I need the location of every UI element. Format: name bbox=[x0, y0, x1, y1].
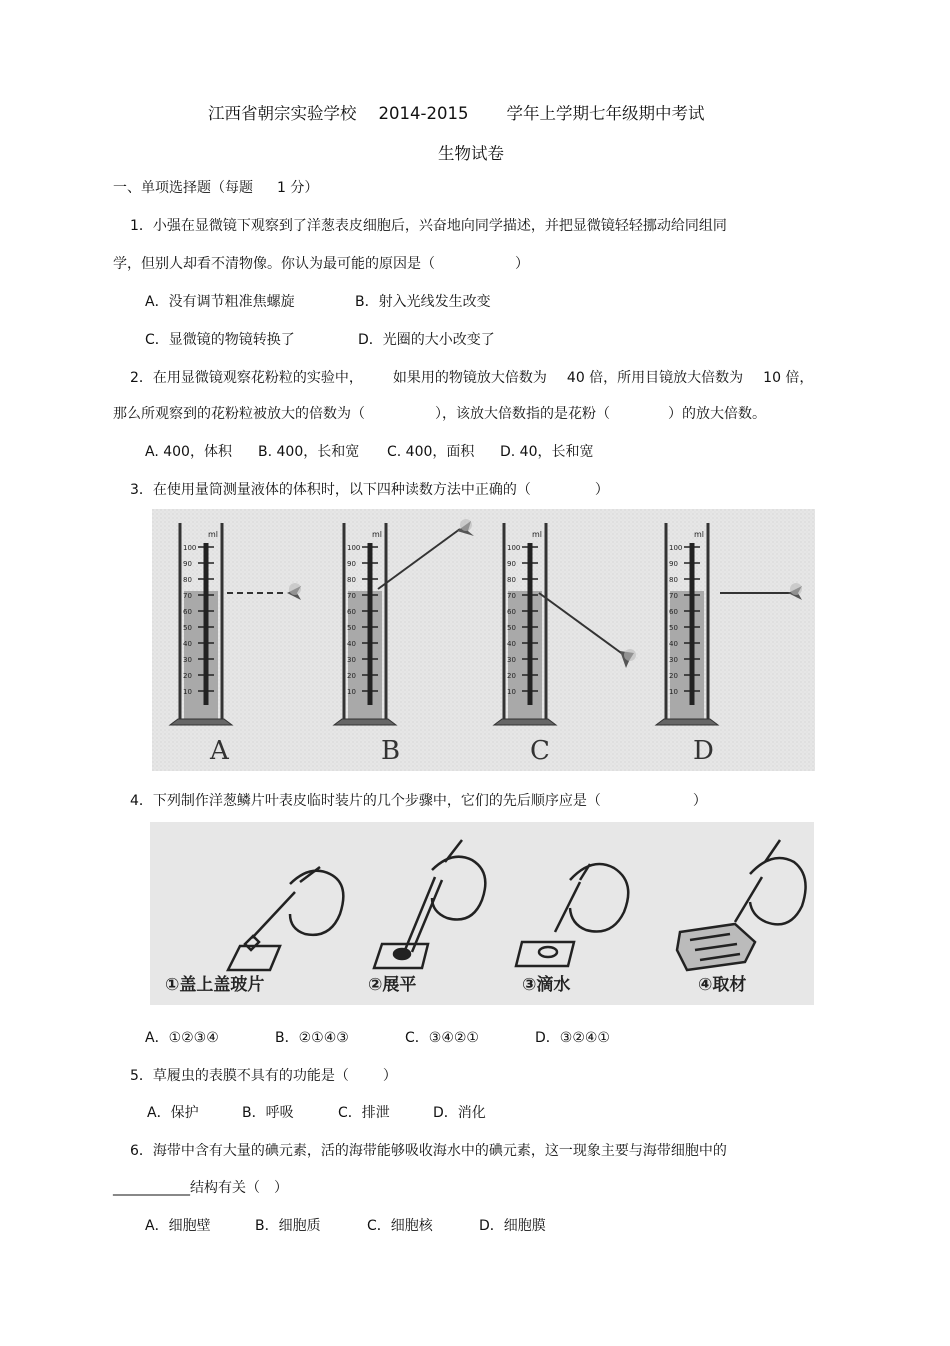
q6-option-c[interactable]: C．细胞核 bbox=[367, 1218, 433, 1234]
cylinder-base bbox=[656, 719, 718, 725]
q2-option-d[interactable]: D. 40，长和宽 bbox=[500, 444, 594, 460]
scale-tick-label: 30 bbox=[183, 656, 192, 664]
scale-tick-label: 40 bbox=[669, 640, 678, 648]
q5-option-b[interactable]: B．呼吸 bbox=[242, 1105, 294, 1121]
q5-option-c[interactable]: C．排泄 bbox=[338, 1105, 390, 1121]
unit-label: ml bbox=[372, 530, 383, 539]
q6-stem-line2 bbox=[113, 1177, 288, 1197]
exam-title bbox=[208, 100, 704, 124]
scale-tick-label: 100 bbox=[347, 544, 361, 552]
q3-stem bbox=[130, 479, 609, 499]
q4-option-c[interactable]: C．③④②① bbox=[405, 1030, 479, 1046]
q2-option-c[interactable]: C. 400，面积 bbox=[387, 444, 475, 460]
step3-label: ③滴水 bbox=[522, 975, 571, 995]
q6-stem-line1: 6．海带中含有大量的碘元素，活的海带能够吸收海水中的碘元素，这一现象主要与海带细胞中的 bbox=[130, 1143, 727, 1159]
q2-line2-part2: ），该放大倍数指的是花粉（ bbox=[435, 406, 610, 422]
scale-tick-label: 80 bbox=[183, 576, 192, 584]
scale-tick-label: 50 bbox=[669, 624, 678, 632]
q5-stem-text: 5．草履虫的表膜不具有的功能是（ bbox=[130, 1068, 349, 1084]
q1-option-c[interactable]: C．显微镜的物镜转换了 bbox=[145, 332, 295, 348]
scale-tick-label: 80 bbox=[669, 576, 678, 584]
section-points: 1 分） bbox=[277, 180, 319, 196]
unit-label: ml bbox=[532, 530, 543, 539]
q5-option-d[interactable]: D．消化 bbox=[433, 1105, 486, 1121]
cylinder-base bbox=[170, 719, 232, 725]
q1-stem-text: 学，但别人却看不清物像。你认为最可能的原因是（ bbox=[113, 256, 435, 272]
q4-option-b[interactable]: B．②①④③ bbox=[275, 1030, 349, 1046]
q6-stem-text2: 结构有关（ bbox=[190, 1180, 260, 1196]
scale-tick-label: 80 bbox=[507, 576, 516, 584]
scale-tick-label: 20 bbox=[669, 672, 678, 680]
q1-stem-line2 bbox=[113, 253, 529, 273]
q2-part4: 10 倍， bbox=[763, 370, 814, 386]
q4-paren-close: ） bbox=[692, 793, 707, 809]
q2-stem-line2 bbox=[113, 403, 766, 423]
q3-stem-text: 3．在使用量筒测量液体的体积时，以下四种读数方法中正确的（ bbox=[130, 482, 531, 498]
scale-tick-label: 100 bbox=[183, 544, 197, 552]
scale-tick-label: 70 bbox=[183, 592, 192, 600]
q4-option-a[interactable]: A．①②③④ bbox=[145, 1030, 219, 1046]
cylinder-base bbox=[494, 719, 556, 725]
scale-tick-label: 100 bbox=[669, 544, 683, 552]
step4-label: ④取材 bbox=[698, 975, 747, 995]
q6-option-d[interactable]: D．细胞膜 bbox=[479, 1218, 546, 1234]
scale-tick-label: 70 bbox=[669, 592, 678, 600]
scale-tick-label: 90 bbox=[669, 560, 678, 568]
scale-tick-label: 60 bbox=[183, 608, 192, 616]
scale-tick-label: 90 bbox=[507, 560, 516, 568]
scale-tick-label: 90 bbox=[347, 560, 356, 568]
q5-stem bbox=[130, 1065, 397, 1085]
q1-option-d[interactable]: D．光圈的大小改变了 bbox=[358, 332, 495, 348]
q4-stem-text: 4．下列制作洋葱鳞片叶表皮临时装片的几个步骤中，它们的先后顺序应是（ bbox=[130, 793, 601, 809]
scale-tick-label: 40 bbox=[507, 640, 516, 648]
q2-part1: 2．在用显微镜观察花粉粒的实验中， bbox=[130, 370, 363, 386]
q2-option-b[interactable]: B. 400，长和宽 bbox=[258, 444, 360, 460]
q4-stem bbox=[130, 790, 707, 810]
label-c: C bbox=[530, 736, 550, 766]
scale-tick-label: 10 bbox=[507, 688, 516, 696]
q6-option-a[interactable]: A．细胞壁 bbox=[145, 1218, 211, 1234]
q2-line2-part3: ）的放大倍数。 bbox=[668, 406, 766, 422]
q2-part2: 如果用的物镜放大倍数为 bbox=[392, 370, 547, 386]
q3-paren-close: ） bbox=[594, 482, 609, 498]
step1-label: ①盖上盖玻片 bbox=[165, 975, 265, 995]
scale-tick-label: 70 bbox=[347, 592, 356, 600]
label-b: B bbox=[381, 736, 401, 766]
q1-paren-close: ） bbox=[515, 256, 529, 272]
scale-tick-label: 50 bbox=[183, 624, 192, 632]
scale-tick-label: 60 bbox=[347, 608, 356, 616]
section-heading bbox=[113, 177, 318, 197]
q6-option-b[interactable]: B．细胞质 bbox=[255, 1218, 321, 1234]
scale-tick-label: 50 bbox=[507, 624, 516, 632]
q5-option-a[interactable]: A．保护 bbox=[147, 1105, 199, 1121]
scale-tick-label: 40 bbox=[183, 640, 192, 648]
scale-tick-label: 60 bbox=[507, 608, 516, 616]
q6-paren-close: ） bbox=[274, 1180, 288, 1196]
scale-tick-label: 10 bbox=[669, 688, 678, 696]
scale-tick-label: 70 bbox=[507, 592, 516, 600]
scale-tick-label: 20 bbox=[507, 672, 516, 680]
scale-tick-label: 40 bbox=[347, 640, 356, 648]
subject-title: 生物试卷 bbox=[438, 144, 504, 163]
label-a: A bbox=[210, 736, 229, 766]
slide-steps-svg bbox=[150, 822, 814, 1005]
unit-label: ml bbox=[694, 530, 705, 539]
scale-tick-label: 90 bbox=[183, 560, 192, 568]
exam-name: 学年上学期七年级期中考试 bbox=[506, 104, 705, 123]
q1-option-a[interactable]: A．没有调节粗准焦螺旋 bbox=[145, 294, 295, 310]
scale-tick-label: 20 bbox=[183, 672, 192, 680]
scale-tick-label: 10 bbox=[183, 688, 192, 696]
scale-tick-label: 50 bbox=[347, 624, 356, 632]
slide-steps-figure bbox=[150, 822, 814, 1005]
scale-tick-label: 20 bbox=[347, 672, 356, 680]
scale-tick-label: 30 bbox=[507, 656, 516, 664]
scale-tick-label: 60 bbox=[669, 608, 678, 616]
school-years: 2014-2015 bbox=[378, 104, 469, 123]
cylinder-base bbox=[334, 719, 396, 725]
q6-answer-blank[interactable]: ___________ bbox=[113, 1180, 190, 1196]
step2-label: ②展平 bbox=[368, 975, 417, 995]
q2-option-a[interactable]: A. 400，体积 bbox=[145, 444, 232, 460]
scale-tick-label: 10 bbox=[347, 688, 356, 696]
graduated-cylinder-figure bbox=[152, 509, 815, 771]
label-d: D bbox=[693, 736, 714, 766]
unit-label: ml bbox=[208, 530, 219, 539]
school-name: 江西省朝宗实验学校 bbox=[208, 104, 357, 123]
q1-option-b[interactable]: B．射入光线发生改变 bbox=[355, 294, 491, 310]
scale-tick-label: 30 bbox=[347, 656, 356, 664]
q1-stem-line1: 1．小强在显微镜下观察到了洋葱表皮细胞后，兴奋地向同学描述，并把显微镜轻轻挪动给同组同 bbox=[130, 218, 727, 234]
q4-option-d[interactable]: D．③②④① bbox=[535, 1030, 610, 1046]
q2-line2-part1: 那么所观察到的花粉粒被放大的倍数为（ bbox=[113, 406, 365, 422]
scale-tick-label: 100 bbox=[507, 544, 521, 552]
q2-stem-line1 bbox=[130, 367, 813, 387]
section-label: 一、单项选择题（每题 bbox=[113, 180, 253, 196]
scale-tick-label: 30 bbox=[669, 656, 678, 664]
q2-part3: 40 倍，所用目镜放大倍数为 bbox=[566, 370, 744, 386]
scale-tick-label: 80 bbox=[347, 576, 356, 584]
q5-paren-close: ） bbox=[382, 1068, 397, 1084]
cylinder-reading-svg bbox=[152, 509, 815, 771]
